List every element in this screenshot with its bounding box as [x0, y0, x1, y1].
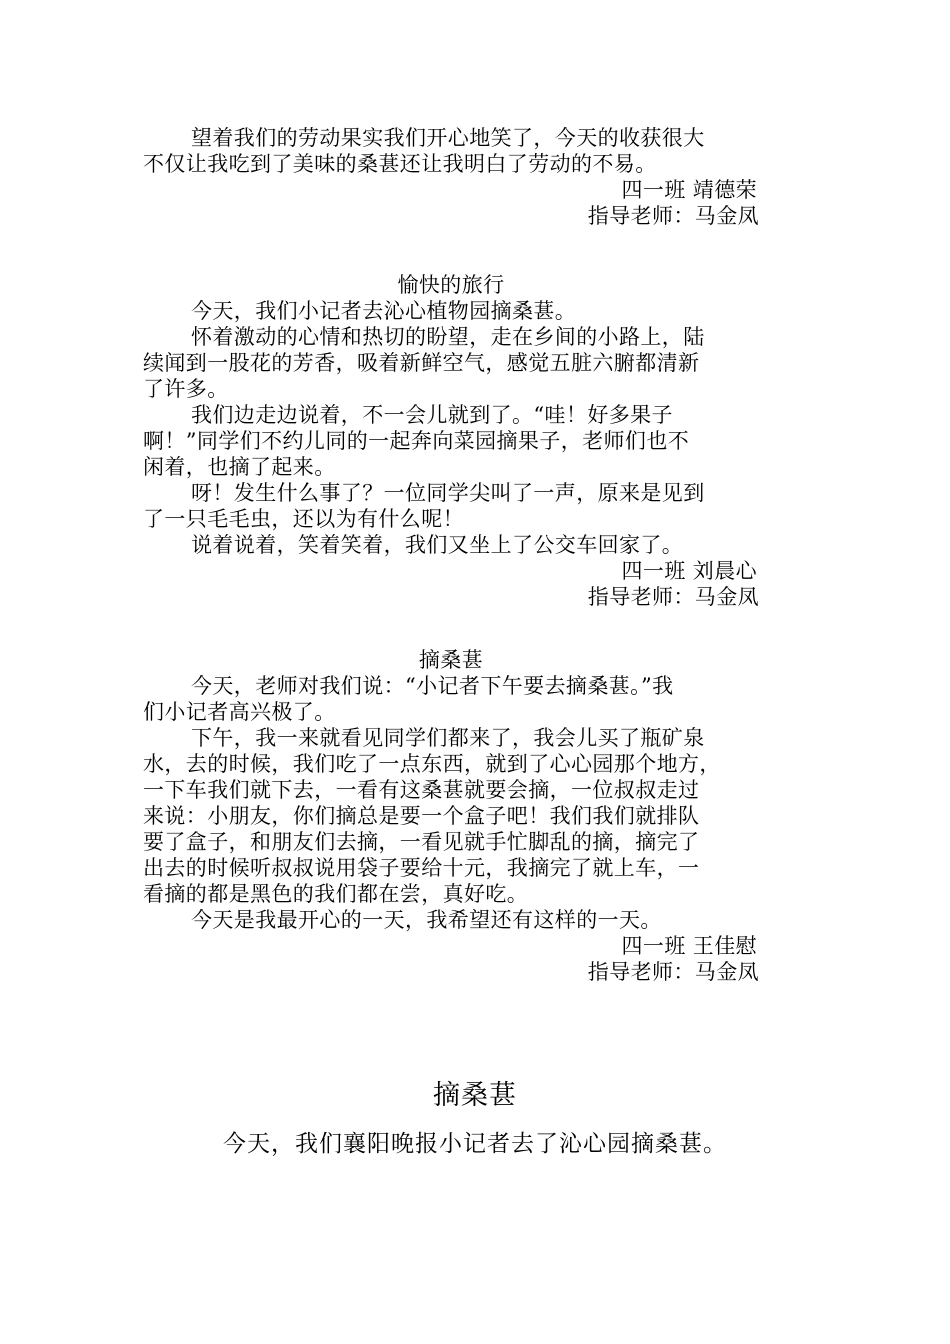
paragraph-line: 出去的时候听叔叔说用袋子要给十元，我摘完了就上车，一: [143, 856, 700, 880]
paragraph-line: 来说：小朋友，你们摘总是要一个盒子吧！我们我们就排队: [143, 804, 700, 828]
paragraph-line: 闲着，也摘了起来。: [143, 455, 336, 479]
paragraph-line: 今天，我们小记者去沁心植物园摘桑葚。: [191, 299, 577, 323]
paragraph-line: 今天是我最开心的一天，我希望还有这样的一天。: [191, 908, 662, 932]
essay-4-paragraph: 今天，我们襄阳晚报小记者去了沁心园摘桑葚。: [223, 1131, 727, 1157]
paragraph-line: 呀！发生什么事了？一位同学尖叫了一声，原来是见到: [191, 481, 705, 505]
paragraph-line: 续闻到一股花的芳香，吸着新鲜空气，感觉五脏六腑都清新: [143, 351, 700, 375]
paragraph-line: 我们边走边说着，不一会儿就到了。“哇！好多果子: [191, 403, 673, 427]
paragraph-line: 一下车我们就下去，一看有这桑葚就要会摘，一位叔叔走过: [143, 778, 700, 802]
author-line: 四一班 王佳慰: [621, 934, 757, 958]
paragraph-line: 了一只毛毛虫，还以为有什么呢！: [143, 507, 464, 531]
essay-title: 摘桑葚: [418, 648, 484, 672]
paragraph-line: 望着我们的劳动果实我们开心地笑了，今天的收获很大: [191, 126, 705, 150]
teacher-line: 指导老师：马金凤: [587, 585, 759, 609]
paragraph-line: 怀着激动的心情和热切的盼望，走在乡间的小路上，陆: [191, 325, 705, 349]
paragraph-line: 啊！”同学们不约儿同的一起奔向菜园摘果子，老师们也不: [143, 429, 690, 453]
paragraph-line: 不仅让我吃到了美味的桑葚还让我明白了劳动的不易。: [143, 152, 657, 176]
author-line: 四一班 刘晨心: [621, 559, 757, 583]
paragraph-line: 下午，我一来就看见同学们都来了，我会儿买了瓶矿泉: [191, 726, 705, 750]
paragraph-line: 们小记者高兴极了。: [143, 700, 336, 724]
paragraph-line: 了许多。: [143, 377, 229, 401]
paragraph-line: 看摘的都是黑色的我们都在尝，真好吃。: [143, 882, 529, 906]
paragraph-line: 水，去的时候，我们吃了一点东西，就到了心心园那个地方，: [143, 752, 721, 776]
teacher-line: 指导老师：马金凤: [587, 204, 759, 228]
author-line: 四一班 靖德荣: [621, 178, 757, 202]
paragraph-line: 说着说着，笑着笑着，我们又坐上了公交车回家了。: [191, 533, 684, 557]
essay-2: [143, 272, 759, 610]
paragraph-line: 要了盒子，和朋友们去摘，一看见就手忙脚乱的摘，摘完了: [143, 830, 700, 854]
paragraph-line: 今天，老师对我们说：“小记者下午要去摘桑葚。”我: [191, 674, 674, 698]
essay-4-title: 摘桑葚: [433, 1080, 517, 1111]
essay-3: [143, 647, 759, 985]
essay-title: 愉快的旅行: [397, 273, 505, 297]
essay-1-ending: [143, 125, 759, 229]
teacher-line: 指导老师：马金凤: [587, 960, 759, 984]
